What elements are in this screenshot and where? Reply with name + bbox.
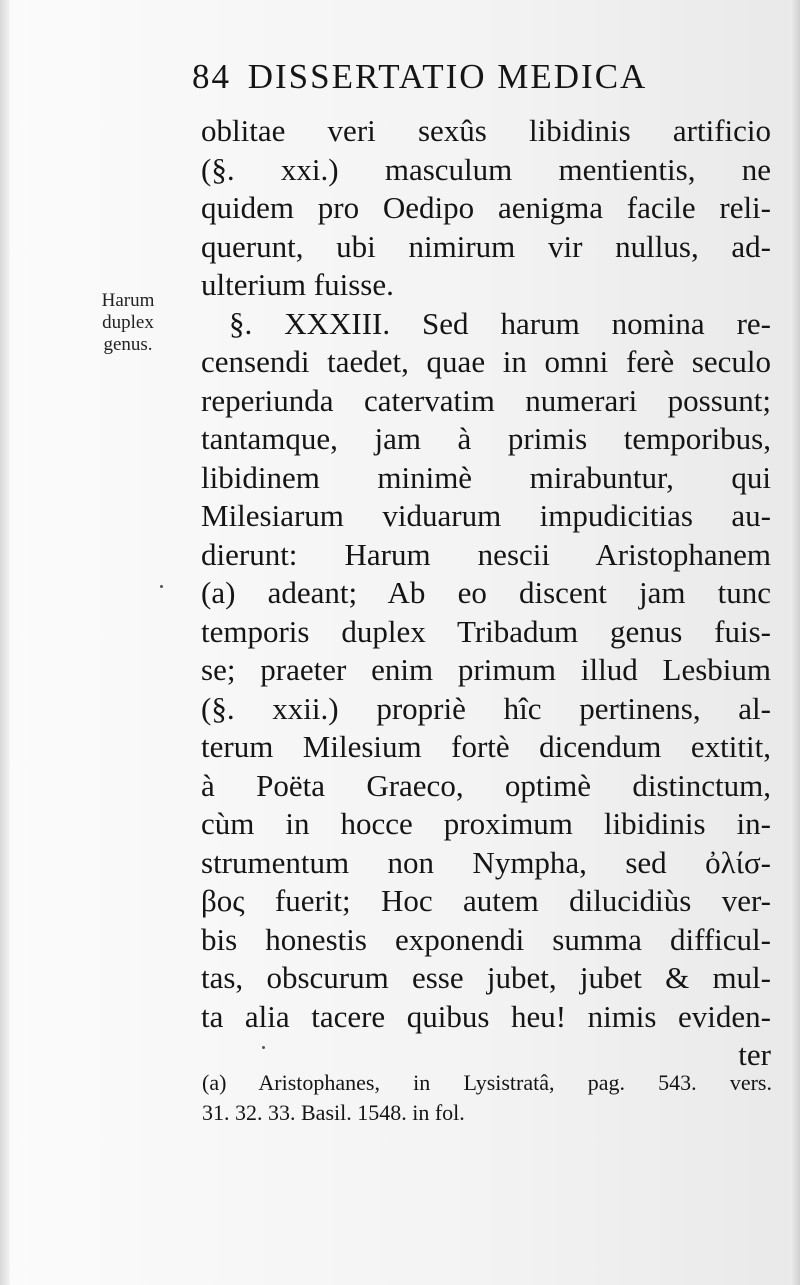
catchword: ter: [738, 1037, 771, 1072]
text-line: dierunt: Harum nescii Aristophanem: [201, 536, 771, 572]
text-line: cùm in hocce proximum libidinis in-: [201, 806, 771, 841]
margin-note: [78, 290, 178, 356]
text-line: tantamque, jam à primis temporibus,: [201, 421, 771, 456]
margin-note-line: duplex: [102, 312, 154, 333]
text-line: bis honestis exponendi summa difficul-: [201, 921, 771, 957]
text-line: (§. xxii.) propriè hîc pertinens, al-: [201, 690, 771, 726]
text-line: reperiunda catervatim numerari possunt;: [201, 382, 771, 418]
margin-note-line: Harum: [101, 290, 155, 311]
page-edge-shadow: [790, 0, 800, 1285]
margin-note-line: genus.: [103, 334, 153, 355]
text-line: libidinem minimè mirabuntur, qui: [201, 459, 771, 495]
text-line: ulterium fuisse.: [201, 267, 394, 302]
page-number: 84: [192, 57, 231, 96]
body-text: [201, 112, 771, 1075]
section-heading-line: §. XXXIII. Sed harum nomina re-: [229, 305, 771, 341]
running-title: DISSERTATIO MEDICA: [247, 57, 648, 96]
ink-speck: [262, 1046, 265, 1049]
text-line: à Poëta Graeco, optimè distinctum,: [201, 767, 771, 803]
text-line: querunt, ubi nimirum vir nullus, ad-: [201, 228, 771, 264]
text-line: ta alia tacere quibus heu! nimis eviden-: [201, 998, 771, 1034]
running-header: [192, 52, 752, 102]
text-line: βος fuerit; Hoc autem dilucidiùs ver-: [201, 883, 771, 918]
text-line: (a) adeant; Ab eo discent jam tunc: [201, 575, 771, 610]
page-gutter-shadow: [0, 0, 10, 1285]
text-line: temporis duplex Tribadum genus fuis-: [201, 613, 771, 649]
text-line: terum Milesium fortè dicendum extitit,: [201, 729, 771, 764]
text-line: censendi taedet, quae in omni ferè seculo: [201, 344, 771, 379]
text-line: quidem pro Oedipo aenigma facile reli-: [201, 190, 771, 225]
text-line: se; praeter enim primum illud Lesbium: [201, 652, 771, 687]
text-line: oblitae veri sexûs libidinis artificio: [201, 113, 771, 148]
text-line: Milesiarum viduarum impudicitias au-: [201, 498, 771, 533]
footnote-line: 31. 32. 33. Basil. 1548. in fol.: [202, 1100, 465, 1125]
ink-speck: [160, 585, 163, 588]
footnotes: [202, 1068, 772, 1128]
text-line: (§. xxi.) masculum mentientis, ne: [201, 151, 771, 187]
text-line: tas, obscurum esse jubet, jubet & mul-: [201, 960, 771, 995]
text-line: strumentum non Nympha, sed ὀλίσ-: [201, 844, 771, 880]
footnote-line: (a) Aristophanes, in Lysistratâ, pag. 543. vers.: [202, 1070, 772, 1095]
